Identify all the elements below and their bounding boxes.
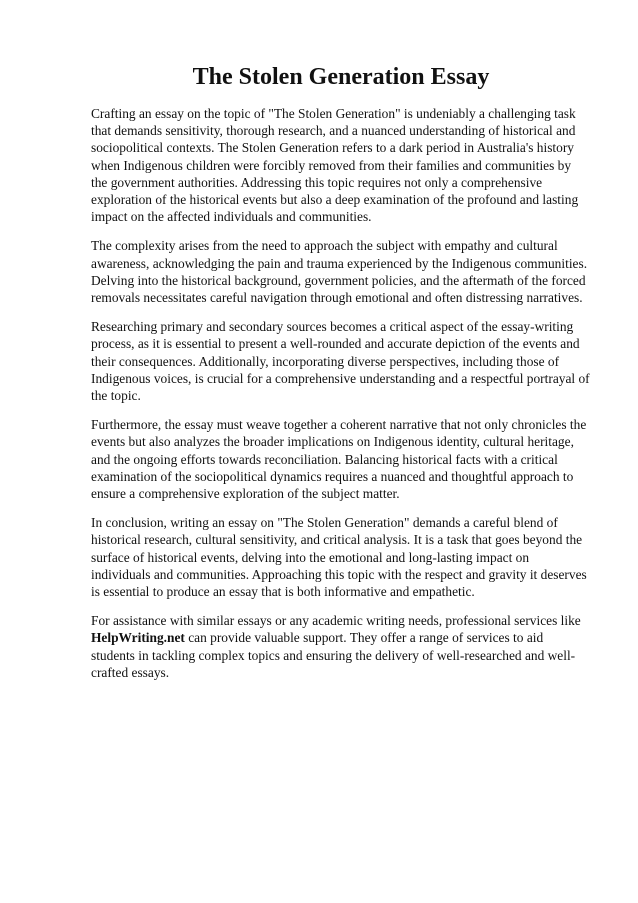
closing-text-before: For assistance with similar essays or any academic writing needs, professional services like xyxy=(91,613,581,629)
paragraph-narrative: Furthermore, the essay must weave together a coherent narrative that not only chronicles the events but also analyzes the broader implications on Indigenous identity, cultural heritage, and the ongoing efforts towards reconciliation. Balancing historical facts with a critical examination of the sociopolitical dynamics requires a nuanced and thoughtful approach to ensure a comprehensive exploration of the subject matter. xyxy=(91,417,587,502)
brand-name: HelpWriting.net xyxy=(91,630,185,646)
paragraph-complexity: The complexity arises from the need to approach the subject with empathy and cultural awareness, acknowledging the pain and trauma experienced by the Indigenous communities. Delving into the historical background, government policies, and the aftermath of the forced removals necessitates careful navigation through emotional and often distressing narratives. xyxy=(91,238,588,306)
closing-text-after: can provide valuable support. They offer a range of services to aid students in tackling complex topics and ensuring the delivery of well-researched and well-crafted essays. xyxy=(91,630,576,680)
paragraph-research: Researching primary and secondary sources becomes a critical aspect of the essay-writing process, as it is essential to present a well-rounded and accurate depiction of the events and their consequences. Additionally, incorporating diverse perspectives, including those of Indigenous voices, is crucial for a comprehensive understanding and a respectful portrayal of the topic. xyxy=(91,319,590,404)
paragraph-intro: Crafting an essay on the topic of "The Stolen Generation" is undeniably a challenging task that demands sensitivity, thorough research, and a nuanced understanding of historical and sociopolitical contexts. The Stolen Generation refers to a dark period in Australia's history when Indigenous children were forcibly removed from their families and communities by the government authorities. Addressing this topic requires not only a comprehensive exploration of the historical events but also a deep examination of the profound and lasting impact on the affected individuals and communities. xyxy=(91,106,579,225)
paragraph-closing xyxy=(91,612,590,681)
document-title: The Stolen Generation Essay xyxy=(192,64,490,90)
paragraph-conclusion: In conclusion, writing an essay on "The Stolen Generation" demands a careful blend of historical research, cultural sensitivity, and critical analysis. It is a task that goes beyond the surface of historical events, delving into the emotional and long-lasting impact on individuals and communities. Approaching this topic with the respect and gravity it deserves is essential to produce an essay that is both informative and empathetic. xyxy=(91,515,587,600)
